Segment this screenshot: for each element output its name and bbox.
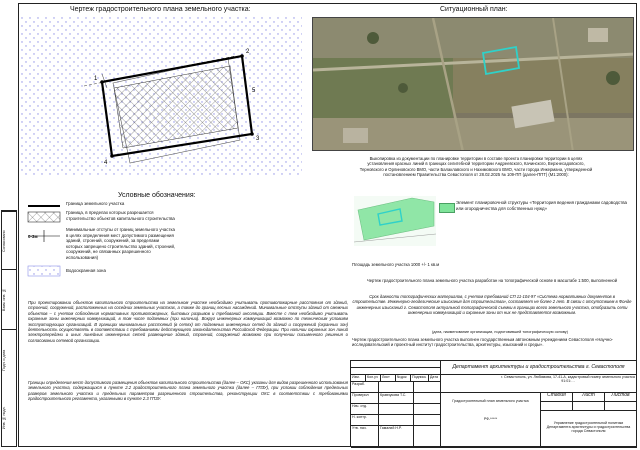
corner-point-3: [250, 132, 254, 136]
note-paragraph-2: Границы определения мест допустимого размещения объектов капитального строительства (далее – ОКС) указаны для видов разрешенного использования земельного участка, содержащихся в пункте 2.2 градостроительного плана земельного участка (далее – ГПЗУ), при условии соблюдения предельных размеров земельного участка и предельных параметров разрешенного строительства, реконструкции ОКС в соответствии с требованиями градостроительного регламента, указанными в пункте 2.3 ГПЗУ.: [28, 380, 348, 402]
tb-col-sign: Подпись: [411, 375, 429, 382]
corner-label-2: 2: [246, 49, 250, 55]
tb-dept: Управление градостроительной политики Департамента архитектуры и градостроительства города Севастополя: [541, 411, 637, 448]
tb-person: [379, 404, 414, 415]
tb-org: Департамент архитектуры и градостроительства г. Севастополя: [441, 361, 637, 375]
org-caption: (дата, наименование организации, подготовившей топографическую основу): [432, 330, 568, 334]
tb-col-koluch: Кол.уч: [366, 375, 381, 382]
note-paragraph-1: При проектировании объектов капитального строительства на земельном участке необходимо учитывать противопожарные расстояния от зданий, строений, сооружений, расположенных на соседних земельных участках, а также до границ лесных насаждений. Минимальные отступы зданий от смежных объектов – с учетом соблюдения нормативных противопожарных, бытовых разрывов и требований инсоляции. Вместе с тем необходимо учитывать охранные зоны инженерных коммуникаций, в том числе подземных (при наличии). Вокруг инженерных коммуникаций возможно по техническим условиям эксплуатирующих организаций. В границах минимальных расстояний (в сетях) от подземных инженерных сетей до зданий и сооружений (охранных зон) деятельность осуществлять в соответствии с требованиями действующего законодательства Российской Федерации. При наличии охранных зон линий электропередачи и иных линейных инженерных сетей размещение зданий, строений, сооружений возможно при получении письменного решения о согласовании сетевой организации.: [28, 300, 348, 343]
legend-label-water: Водоохранная зона: [66, 268, 106, 273]
tb-person: [379, 415, 414, 426]
tb-doc-name: [441, 393, 541, 448]
tb-revision-row: [351, 368, 441, 375]
side-cell-inv: Инв. № подл.: [2, 406, 6, 429]
legend-label-buildable: Граница, в пределах которых разрешается строительство объектов капитального строительства: [66, 210, 175, 221]
tb-role: Разраб.: [351, 382, 379, 393]
tb-person: [379, 382, 414, 393]
tb-col-izm: Изм.: [351, 375, 366, 382]
tb-address: г. Севастополь, ул. Любимова, 17-41-А, кадастровый номер земельного участка 91:01:…: [441, 375, 637, 393]
side-cell-sign: Подп. и дата: [2, 329, 16, 390]
ppt-excerpt-svg: [354, 196, 436, 246]
tb-role: Утв. нач.: [351, 426, 379, 448]
tb-stage: Стадия: [541, 393, 573, 402]
tb-person: Кравчукова Т.С.: [379, 393, 414, 404]
legend-symbols: [24, 200, 64, 286]
side-stamp-strip: [1, 210, 17, 447]
accuracy-note: Срок давности топографических материалов, с учетом требований СП 11-104-97 «Система нормативных документов в строительстве. Инженерно-геодезические изыскания для строительства», составляет не более 2 лет. В связи с отсутствием в Фонде инженерных изысканий г. Севастополя актуальной топографической съемки в границах всего земельного участка, отобразить сети инженерных коммуникаций и охранные зоны от них не представляется возможным.: [352, 294, 632, 316]
tb-role: Н. контр.: [351, 415, 379, 426]
satellite-svg: [313, 18, 634, 151]
tb-sheet: Лист: [573, 393, 605, 402]
area-note: Площадь земельного участка 1000 +/- 1 кв.м: [352, 262, 440, 267]
tb-doc-number: РФ-*****: [483, 417, 498, 422]
corner-label-3: 3: [256, 136, 260, 142]
corner-label-1: 1: [94, 76, 98, 82]
tb-role: Проверил: [351, 393, 379, 404]
situation-title: Ситуационный план:: [440, 6, 508, 13]
corner-point-4: [110, 154, 114, 158]
legend-water-swatch: [28, 266, 60, 276]
legend-marker-label: 0-3м: [28, 234, 38, 239]
corner-point-1: [100, 80, 104, 84]
legend-buildable-swatch: [28, 212, 60, 222]
legend-swatch-element: [439, 203, 455, 213]
legend-text-element: Элемент планировочной структуры «Территория ведения гражданами садоводства или огородничества для собственных нужд»: [456, 200, 627, 211]
tb-doc-title: Градостроительный план земельного участка: [452, 399, 529, 403]
side-cell-replace: Взам. инв. №: [2, 269, 16, 330]
prepared-by-note: Чертеж градостроительного плана земельного участка выполнен государственным автономным учреждением Севастополя «Научно-исследовательский и проектный институт градостроительства, архитектуры, изысканий и среды».: [352, 337, 613, 348]
plan-drawing: [20, 16, 302, 176]
tb-person: Гамалий Н.Р.: [379, 426, 414, 448]
corner-label-5: 5: [252, 88, 256, 94]
legend-label-setback: Минимальные отступы от границ земельного участка в целях определения мест допустимого размещения зданий, строений, сооружений, за пределами которых запрещено строительство зданий, строений, сооружений, не связанных разрешенного использования): [66, 227, 176, 260]
side-cell-agreed: Согласовано: [2, 211, 16, 270]
corner-point-2: [240, 54, 244, 58]
legend-symbols-svg: [24, 200, 64, 286]
tb-sheets: Листов: [605, 393, 637, 402]
tb-revision-row: [351, 361, 441, 368]
tb-col-date: Дата: [429, 375, 441, 382]
satellite-map: [312, 17, 634, 151]
plan-svg: [20, 16, 302, 176]
legend-title: Условные обозначения:: [118, 192, 196, 199]
tb-role: Нач. отд.: [351, 404, 379, 415]
ppt-excerpt-map: [354, 196, 436, 246]
plan-title: Чертеж градостроительного плана земельного участка:: [70, 6, 251, 13]
project-note: Выкопировка из документации по планировке территории в составе проекта планировки территории в целях установления красных линий в границах селитебной территории Андреевского, Качинского, Верхнесадовского, Терновского и Орлиновского ВМО, части Балаклавского и Нахимовского ВМО, части города Инкермана, утвержденной постановлением Правительства Севастополя от 28.02.2025 № 109-ПП (далее-ППТ) (М1:2000):: [359, 156, 593, 178]
tb-col-list: Лист: [381, 375, 396, 382]
topo-note: Чертеж градостроительного плана земельного участка разработан на топографической основе в масштабе 1:500, выполненной: [366, 278, 618, 283]
tb-col-ndok: №док: [396, 375, 411, 382]
legend-label-parcel: Граница земельного участка: [66, 201, 125, 206]
title-block: [350, 360, 637, 447]
corner-label-4: 4: [104, 160, 108, 166]
